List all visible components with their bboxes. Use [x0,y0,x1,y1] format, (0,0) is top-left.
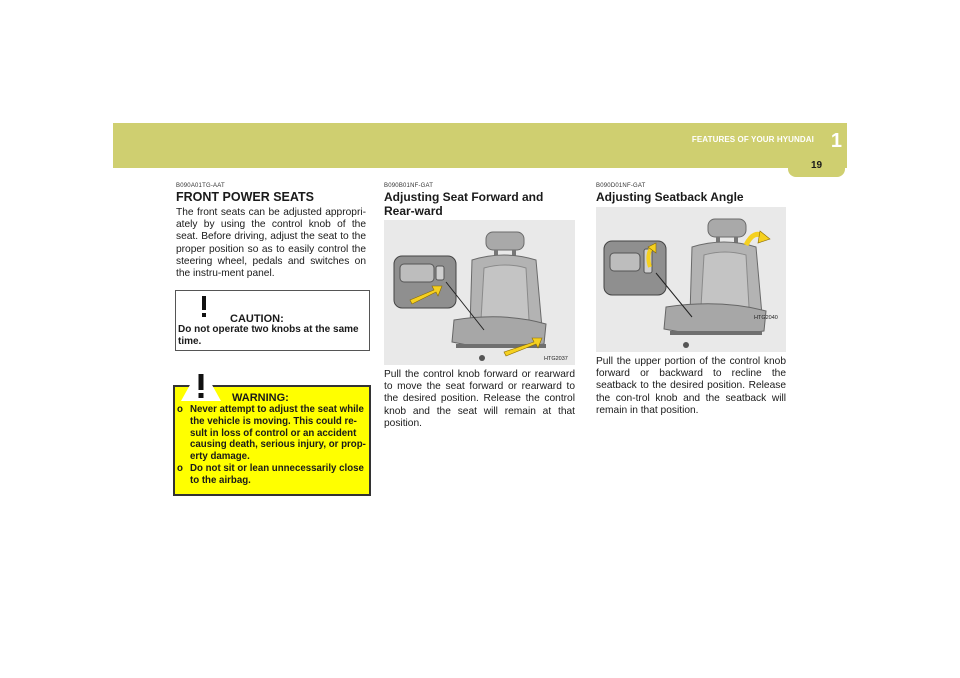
section-heading: FRONT POWER SEATS [176,190,314,204]
bullet-icon: o [177,462,183,474]
section-heading: Adjusting Seatback Angle [596,190,744,204]
warning-item-text: Do not sit or lean unnecessarily close to the airbag. [190,462,364,486]
seatback-recline-illustration [596,207,786,352]
front-power-seats-section [176,183,366,280]
warning-title: WARNING: [232,392,289,404]
warning-list [177,404,367,487]
section-code: B090D01NF-GAT [596,183,646,189]
figure-label: HTG2037 [544,356,568,362]
caution-title: CAUTION: [230,313,284,325]
header-band [113,123,847,168]
warning-item-text: Never attempt to adjust the seat while the vehicle is moving. This could re-sult in loss of control or an accident causing death, serious injury, or prop-erty damage. [190,404,366,463]
seat-slide-illustration [384,220,575,365]
seat-forward-rearward-section [384,183,575,218]
section-heading: Adjusting Seat Forward and Rear-ward [384,190,544,218]
section-body: The front seats can be adjusted appropri-ately by using the control knob of the seat. Before driving, adjust the seat to the proper position so as to easily control the steering wheel, pedals and switches on the instru-ment panel. [176,207,366,280]
seatback-angle-section [596,183,786,204]
figure-label: HTG2040 [754,315,778,321]
section-body: Pull the upper portion of the control knob forward or backward to recline the seatback to the desired position. Release the con-trol knob and the seatback will remain in that position. [596,356,786,416]
warning-triangle-icon [179,363,223,403]
section-title: FEATURES OF YOUR HYUNDAI [691,135,814,144]
caution-box [175,290,370,351]
bullet-icon: o [177,404,183,415]
page-number: 19 [810,160,823,171]
chapter-number: 1 [830,130,842,152]
warning-item [177,404,367,463]
seat-image [384,220,575,365]
seat-image [596,207,786,352]
section-code: B090A01TG-AAT [176,183,225,189]
section-code: B090B01NF-GAT [384,183,434,189]
warning-item [177,463,367,487]
section-body: Pull the control knob forward or rearward to move the seat forward or rearward to the desired position. Release the control knob and the seat will remain at that position. [384,369,575,429]
exclamation-icon [192,294,216,318]
caution-text: Do not operate two knobs at the same time. [178,324,359,347]
